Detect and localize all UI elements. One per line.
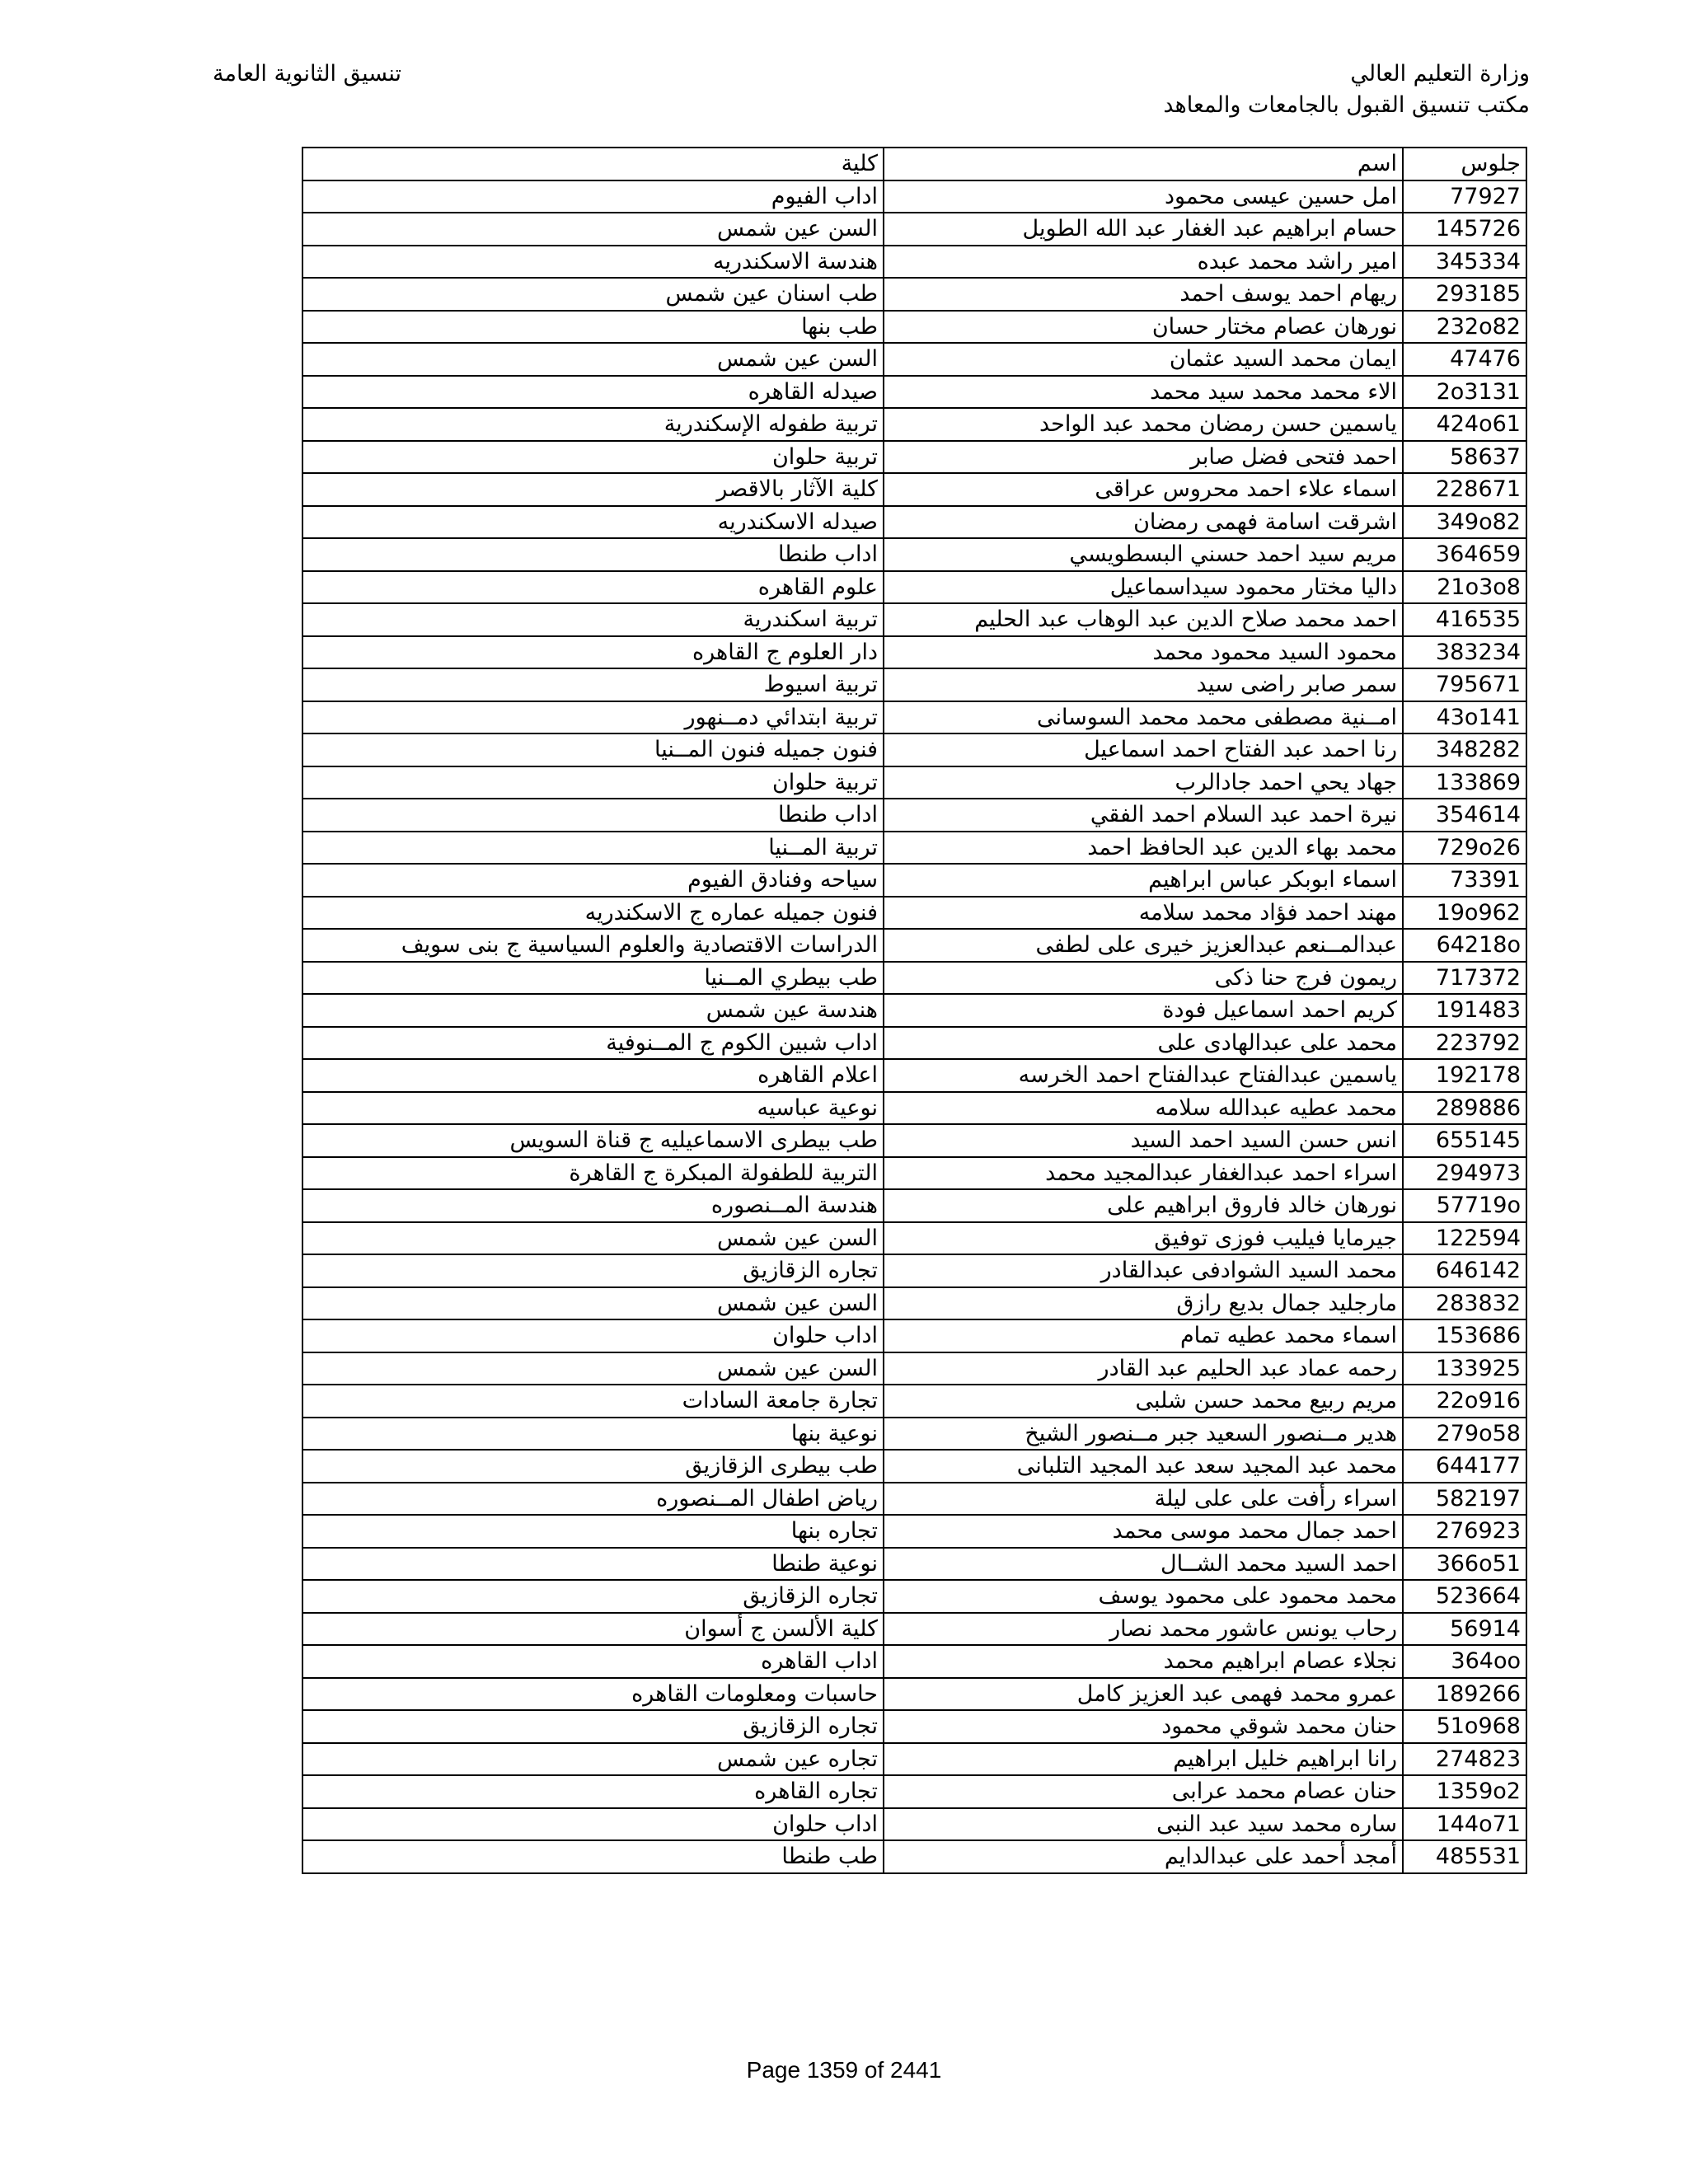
cell-faculty: نوعية عباسيه	[302, 1092, 884, 1125]
cell-name: اشرقت اسامة فهمى رمضان	[884, 506, 1403, 539]
cell-name: حنان محمد شوقي محمود	[884, 1710, 1403, 1743]
cell-faculty: اعلام القاهره	[302, 1059, 884, 1092]
cell-name: امير راشد محمد عبده	[884, 246, 1403, 279]
cell-faculty: السن عين شمس	[302, 343, 884, 376]
table-row	[302, 668, 1526, 701]
cell-seat: 366o51	[1403, 1548, 1526, 1581]
cell-seat: 283832	[1403, 1287, 1526, 1320]
cell-name: اسماء علاء احمد محروس عراقى	[884, 473, 1403, 506]
cell-name: الاء محمد محمد سيد محمد	[884, 376, 1403, 409]
cell-faculty: طب طنطا	[302, 1840, 884, 1873]
cell-seat: 424o61	[1403, 408, 1526, 441]
cell-seat: 279o58	[1403, 1418, 1526, 1451]
cell-faculty: صيدله الاسكندريه	[302, 506, 884, 539]
cell-faculty: دار العلوم ج القاهره	[302, 636, 884, 669]
table-row	[302, 1124, 1526, 1157]
cell-name: هدير مــنصور السعيد جبر مــنصور الشيخ	[884, 1418, 1403, 1451]
cell-seat: 364659	[1403, 538, 1526, 571]
cell-faculty: تربية اسكندرية	[302, 603, 884, 636]
table-row	[302, 1743, 1526, 1776]
cell-seat: 122594	[1403, 1222, 1526, 1255]
cell-faculty: الدراسات الاقتصادية والعلوم السياسية ج بنى سويف	[302, 929, 884, 962]
cell-seat: 354614	[1403, 799, 1526, 832]
cell-seat: 729o26	[1403, 832, 1526, 865]
cell-seat: 47476	[1403, 343, 1526, 376]
cell-name: ريمون فرج حنا ذكى	[884, 962, 1403, 995]
cell-name: محمود السيد محمود محمد	[884, 636, 1403, 669]
table-row	[302, 376, 1526, 409]
cell-name: جيرمايا فيليب فوزى توفيق	[884, 1222, 1403, 1255]
cell-seat: 1359o2	[1403, 1775, 1526, 1808]
cell-name: محمد السيد الشوادفى عبدالقادر	[884, 1254, 1403, 1287]
table-row	[302, 571, 1526, 604]
table-row	[302, 506, 1526, 539]
cell-name: احمد فتحى فضل صابر	[884, 441, 1403, 474]
table-row	[302, 1645, 1526, 1678]
cell-name: مريم سيد احمد حسني البسطويسي	[884, 538, 1403, 571]
cell-seat: 133925	[1403, 1352, 1526, 1385]
admissions-table	[302, 147, 1527, 1874]
cell-seat: 22o916	[1403, 1385, 1526, 1418]
cell-faculty: فنون جميله عماره ج الاسكندريه	[302, 897, 884, 930]
table-row	[302, 311, 1526, 344]
cell-name: سمر صابر راضى سيد	[884, 668, 1403, 701]
cell-seat: 189266	[1403, 1678, 1526, 1711]
cell-seat: 43o141	[1403, 701, 1526, 734]
cell-faculty: اداب طنطا	[302, 538, 884, 571]
cell-faculty: فنون جميله فنون المــنيا	[302, 733, 884, 766]
cell-faculty: طب اسنان عين شمس	[302, 278, 884, 311]
cell-faculty: حاسبات ومعلومات القاهره	[302, 1678, 884, 1711]
table-row	[302, 897, 1526, 930]
cell-faculty: التربية للطفولة المبكرة ج القاهرة	[302, 1157, 884, 1190]
cell-seat: 383234	[1403, 636, 1526, 669]
cell-faculty: تجاره بنها	[302, 1515, 884, 1548]
table-row	[302, 994, 1526, 1027]
column-header-seat: جلوس	[1403, 148, 1526, 180]
table-row	[302, 1352, 1526, 1385]
cell-faculty: هندسة عين شمس	[302, 994, 884, 1027]
cell-seat: 717372	[1403, 962, 1526, 995]
column-header-name: اسم	[884, 148, 1403, 180]
cell-faculty: اداب شبين الكوم ج المــنوفية	[302, 1027, 884, 1060]
cell-faculty: اداب القاهره	[302, 1645, 884, 1678]
table-row	[302, 1483, 1526, 1516]
cell-name: اسماء ابوبكر عباس ابراهيم	[884, 864, 1403, 897]
cell-name: عمرو محمد فهمى عبد العزيز كامل	[884, 1678, 1403, 1711]
cell-seat: 276923	[1403, 1515, 1526, 1548]
cell-name: امــنية مصطفى محمد محمد السوسانى	[884, 701, 1403, 734]
table-row	[302, 213, 1526, 246]
cell-faculty: طب بيطري المــنيا	[302, 962, 884, 995]
ministry-title: وزارة التعليم العالي	[1350, 61, 1530, 87]
coordination-title: تنسيق الثانوية العامة	[213, 61, 402, 87]
table-row	[302, 766, 1526, 799]
cell-name: عبدالمــنعم عبدالعزيز خيرى على لطفى	[884, 929, 1403, 962]
cell-name: احمد السيد محمد الشــال	[884, 1548, 1403, 1581]
cell-name: ياسمين حسن رمضان محمد عبد الواحد	[884, 408, 1403, 441]
table-row	[302, 733, 1526, 766]
table-row	[302, 473, 1526, 506]
table-row	[302, 1548, 1526, 1581]
cell-seat: 655145	[1403, 1124, 1526, 1157]
table-row	[302, 1775, 1526, 1808]
table-row	[302, 180, 1526, 213]
cell-seat: 153686	[1403, 1319, 1526, 1352]
cell-name: داليا مختار محمود سيداسماعيل	[884, 571, 1403, 604]
cell-seat: 294973	[1403, 1157, 1526, 1190]
cell-seat: 274823	[1403, 1743, 1526, 1776]
cell-seat: 485531	[1403, 1840, 1526, 1873]
cell-faculty: تربية المــنيا	[302, 832, 884, 865]
table-row	[302, 1319, 1526, 1352]
cell-seat: 58637	[1403, 441, 1526, 474]
cell-name: محمد عبد المجيد سعد عبد المجيد التلبانى	[884, 1450, 1403, 1483]
cell-faculty: كلية الألسن ج أسوان	[302, 1613, 884, 1646]
cell-name: نورهان عصام مختار حسان	[884, 311, 1403, 344]
table-row	[302, 1678, 1526, 1711]
cell-seat: 289886	[1403, 1092, 1526, 1125]
cell-seat: 56914	[1403, 1613, 1526, 1646]
cell-name: اسراء رأفت على على ليلة	[884, 1483, 1403, 1516]
table-row	[302, 441, 1526, 474]
cell-name: رحاب يونس عاشور محمد نصار	[884, 1613, 1403, 1646]
cell-name: أمجد أحمد على عبدالدايم	[884, 1840, 1403, 1873]
cell-faculty: صيدله القاهره	[302, 376, 884, 409]
cell-seat: 64218o	[1403, 929, 1526, 962]
cell-name: محمد عطيه عبدالله سلامه	[884, 1092, 1403, 1125]
cell-name: كريم احمد اسماعيل فودة	[884, 994, 1403, 1027]
cell-faculty: السن عين شمس	[302, 213, 884, 246]
cell-name: محمد على عبدالهادى على	[884, 1027, 1403, 1060]
cell-faculty: تجارة جامعة السادات	[302, 1385, 884, 1418]
cell-faculty: طب بيطرى الاسماعيليه ج قناة السويس	[302, 1124, 884, 1157]
table-row	[302, 1287, 1526, 1320]
cell-seat: 293185	[1403, 278, 1526, 311]
admissions-table-body	[302, 148, 1526, 1873]
cell-name: حنان عصام محمد عرابى	[884, 1775, 1403, 1808]
cell-seat: 416535	[1403, 603, 1526, 636]
table-row	[302, 1189, 1526, 1222]
cell-faculty: اداب طنطا	[302, 799, 884, 832]
cell-name: اسماء محمد عطيه تمام	[884, 1319, 1403, 1352]
table-row	[302, 1254, 1526, 1287]
cell-faculty: تجاره عين شمس	[302, 1743, 884, 1776]
cell-faculty: سياحه وفنادق الفيوم	[302, 864, 884, 897]
cell-seat: 228671	[1403, 473, 1526, 506]
cell-name: انس حسن السيد احمد السيد	[884, 1124, 1403, 1157]
cell-seat: 133869	[1403, 766, 1526, 799]
table-row	[302, 603, 1526, 636]
table-row	[302, 1385, 1526, 1418]
cell-name: نجلاء عصام ابراهيم محمد	[884, 1645, 1403, 1678]
cell-seat: 349o82	[1403, 506, 1526, 539]
table-row	[302, 1580, 1526, 1613]
cell-faculty: هندسة الاسكندريه	[302, 246, 884, 279]
cell-seat: 73391	[1403, 864, 1526, 897]
cell-name: مهند احمد فؤاد محمد سلامه	[884, 897, 1403, 930]
cell-seat: 364oo	[1403, 1645, 1526, 1678]
table-row	[302, 538, 1526, 571]
cell-faculty: تربية حلوان	[302, 766, 884, 799]
cell-name: حسام ابراهيم عبد الغفار عبد الله الطويل	[884, 213, 1403, 246]
table-row	[302, 701, 1526, 734]
cell-name: احمد جمال محمد موسى محمد	[884, 1515, 1403, 1548]
table-row	[302, 962, 1526, 995]
cell-faculty: اداب حلوان	[302, 1808, 884, 1841]
cell-seat: 646142	[1403, 1254, 1526, 1287]
cell-seat: 51o968	[1403, 1710, 1526, 1743]
cell-seat: 523664	[1403, 1580, 1526, 1613]
table-row	[302, 1710, 1526, 1743]
cell-name: محمد محمود على محمود يوسف	[884, 1580, 1403, 1613]
cell-faculty: تربية اسيوط	[302, 668, 884, 701]
cell-seat: 232o82	[1403, 311, 1526, 344]
cell-faculty: السن عين شمس	[302, 1352, 884, 1385]
cell-name: جهاد يحي احمد جادالرب	[884, 766, 1403, 799]
cell-faculty: تربية ابتدائي دمــنهور	[302, 701, 884, 734]
table-row	[302, 1613, 1526, 1646]
table-row	[302, 1059, 1526, 1092]
cell-name: رنا احمد عبد الفتاح احمد اسماعيل	[884, 733, 1403, 766]
table-row	[302, 1450, 1526, 1483]
cell-seat: 795671	[1403, 668, 1526, 701]
table-row	[302, 343, 1526, 376]
cell-faculty: كلية الآثار بالاقصر	[302, 473, 884, 506]
cell-faculty: السن عين شمس	[302, 1287, 884, 1320]
cell-seat: 145726	[1403, 213, 1526, 246]
page-number: Page 1359 of 2441	[746, 2057, 942, 2083]
cell-faculty: هندسة المــنصوره	[302, 1189, 884, 1222]
table-row	[302, 1808, 1526, 1841]
cell-faculty: اداب الفيوم	[302, 180, 884, 213]
cell-name: محمد بهاء الدين عبد الحافظ احمد	[884, 832, 1403, 865]
cell-faculty: نوعية بنها	[302, 1418, 884, 1451]
table-row	[302, 1418, 1526, 1451]
cell-faculty: رياض اطفال المــنصوره	[302, 1483, 884, 1516]
table-row	[302, 408, 1526, 441]
cell-name: رحمه عماد عبد الحليم عبد القادر	[884, 1352, 1403, 1385]
table-row	[302, 1515, 1526, 1548]
cell-faculty: طب بيطرى الزقازيق	[302, 1450, 884, 1483]
cell-faculty: تجاره الزقازيق	[302, 1710, 884, 1743]
table-row	[302, 864, 1526, 897]
cell-name: امل حسين عيسى محمود	[884, 180, 1403, 213]
cell-name: ايمان محمد السيد عثمان	[884, 343, 1403, 376]
cell-faculty: طب بنها	[302, 311, 884, 344]
cell-seat: 2o3131	[1403, 376, 1526, 409]
cell-name: مارجليد جمال بديع رازق	[884, 1287, 1403, 1320]
cell-seat: 21o3o8	[1403, 571, 1526, 604]
table-row	[302, 1840, 1526, 1873]
cell-name: ياسمين عبدالفتاح عبدالفتاح احمد الخرسه	[884, 1059, 1403, 1092]
table-row	[302, 1157, 1526, 1190]
table-row	[302, 246, 1526, 279]
cell-seat: 223792	[1403, 1027, 1526, 1060]
cell-name: اسراء احمد عبدالغفار عبدالمجيد محمد	[884, 1157, 1403, 1190]
cell-name: رانا ابراهيم خليل ابراهيم	[884, 1743, 1403, 1776]
table-row	[302, 832, 1526, 865]
cell-faculty: نوعية طنطا	[302, 1548, 884, 1581]
cell-name: نورهان خالد فاروق ابراهيم على	[884, 1189, 1403, 1222]
cell-faculty: تربية طفوله الإسكندرية	[302, 408, 884, 441]
cell-faculty: تربية حلوان	[302, 441, 884, 474]
office-title: مكتب تنسيق القبول بالجامعات والمعاهد	[1163, 92, 1530, 118]
table-row	[302, 636, 1526, 669]
cell-seat: 19o962	[1403, 897, 1526, 930]
cell-seat: 192178	[1403, 1059, 1526, 1092]
table-header-row	[302, 148, 1526, 180]
table-row	[302, 1027, 1526, 1060]
cell-seat: 582197	[1403, 1483, 1526, 1516]
cell-seat: 348282	[1403, 733, 1526, 766]
cell-faculty: تجاره الزقازيق	[302, 1254, 884, 1287]
cell-faculty: اداب حلوان	[302, 1319, 884, 1352]
cell-name: ساره محمد سيد عبد النبى	[884, 1808, 1403, 1841]
cell-name: نيرة احمد عبد السلام احمد الفقي	[884, 799, 1403, 832]
cell-faculty: علوم القاهره	[302, 571, 884, 604]
cell-faculty: تجاره الزقازيق	[302, 1580, 884, 1613]
column-header-faculty: كلية	[302, 148, 884, 180]
cell-name: احمد محمد صلاح الدين عبد الوهاب عبد الحليم	[884, 603, 1403, 636]
cell-seat: 345334	[1403, 246, 1526, 279]
cell-faculty: تجاره القاهره	[302, 1775, 884, 1808]
table-row	[302, 799, 1526, 832]
cell-name: ريهام احمد يوسف احمد	[884, 278, 1403, 311]
cell-faculty: السن عين شمس	[302, 1222, 884, 1255]
table-row	[302, 278, 1526, 311]
cell-seat: 77927	[1403, 180, 1526, 213]
table-row	[302, 1092, 1526, 1125]
cell-seat: 191483	[1403, 994, 1526, 1027]
table-row	[302, 929, 1526, 962]
cell-name: مريم ربيع محمد حسن شلبى	[884, 1385, 1403, 1418]
cell-seat: 144o71	[1403, 1808, 1526, 1841]
cell-seat: 57719o	[1403, 1189, 1526, 1222]
cell-seat: 644177	[1403, 1450, 1526, 1483]
table-row	[302, 1222, 1526, 1255]
